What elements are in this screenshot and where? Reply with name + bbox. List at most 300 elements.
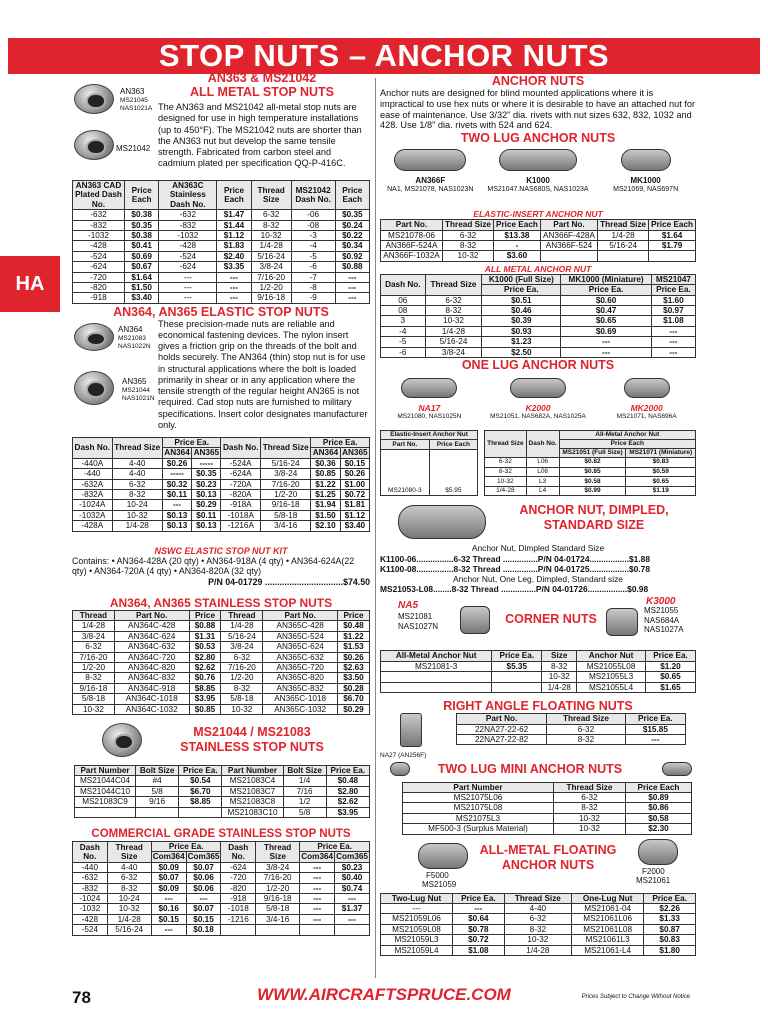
table-cell: MS21081-3 xyxy=(381,661,492,671)
mini-title: TWO LUG MINI ANCHOR NUTS xyxy=(437,761,623,776)
table-cell: AN366F-524A xyxy=(381,241,443,251)
table-cell: $1.79 xyxy=(649,241,696,251)
table-cell: -1032 xyxy=(73,904,108,914)
table-header-row xyxy=(73,181,370,210)
table-cell: $3.50 xyxy=(337,673,369,683)
table-row xyxy=(73,231,370,241)
col-header: Anchor Nut xyxy=(577,651,646,661)
rightangle-row xyxy=(380,713,696,760)
table-cell: $0.07 xyxy=(186,904,221,914)
col-header: Price Each xyxy=(217,181,251,210)
website-link[interactable]: WWW.AIRCRAFTSPRUCE.COM xyxy=(257,985,511,1004)
table-cell: $6.70 xyxy=(337,694,369,704)
table-cell: 8-32 xyxy=(547,734,626,744)
table-cell: $2.10 xyxy=(311,521,340,531)
table-cell: $0.69 xyxy=(125,251,159,261)
table-row xyxy=(73,631,370,641)
table-cell: $13.38 xyxy=(494,230,541,240)
table-cell: 1/4-28 xyxy=(504,945,571,955)
floating-header xyxy=(380,839,696,893)
table-cell: -832 xyxy=(73,883,108,893)
table-header-row xyxy=(381,431,478,440)
col-header: Price Ea. xyxy=(311,437,370,447)
an365-img-label: AN365 xyxy=(122,376,147,386)
table-row xyxy=(381,337,696,347)
an364-nut-image xyxy=(74,323,114,351)
table-cell: $0.86 xyxy=(625,803,691,813)
table-cell xyxy=(649,251,696,261)
table-cell: -918 xyxy=(221,894,256,904)
col-header: Thread xyxy=(73,610,115,620)
col-header: Thread Size xyxy=(547,714,626,724)
table-cell: --- xyxy=(335,894,370,904)
table-cell: 8-32 xyxy=(442,241,493,251)
col-header: All-Metal Anchor Nut xyxy=(381,651,492,661)
table-cell: 5/8-18 xyxy=(256,904,300,914)
table-row xyxy=(73,469,370,479)
table-cell: AN364C-428 xyxy=(114,621,189,631)
table-cell: L3 xyxy=(526,477,559,487)
table-cell: 6-32 xyxy=(485,458,527,468)
table-cell: AN365C-428 xyxy=(263,621,338,631)
table-row xyxy=(403,793,692,803)
table-cell: -06 xyxy=(291,210,335,220)
table-row xyxy=(381,316,696,326)
table-cell xyxy=(492,682,542,692)
table-cell: MS21055L3 xyxy=(577,672,646,682)
col-header: Com365 xyxy=(187,852,220,862)
table-cell: $2.80 xyxy=(326,786,369,796)
mk1000-sub: MS21069, NAS697N xyxy=(613,185,679,193)
table-cell: -524 xyxy=(159,251,217,261)
table-cell xyxy=(381,672,492,682)
col-header: Price Each xyxy=(125,181,159,210)
comm-title: COMMERCIAL GRADE STAINLESS STOP NUTS xyxy=(91,828,351,841)
mk2000-image xyxy=(624,378,670,398)
table-header-row xyxy=(381,893,696,903)
an363-section xyxy=(72,71,370,180)
table-cell: AN364C-832 xyxy=(114,673,189,683)
table-cell: -918 xyxy=(73,293,125,303)
right-column xyxy=(380,74,696,956)
col-header: Price Ea. xyxy=(561,285,652,295)
table-cell: -720 xyxy=(73,272,125,282)
kit-part-number: P/N 04-01729 ................................$74.50 xyxy=(208,577,370,588)
table-cell: 3 xyxy=(381,316,426,326)
table-cell: -820A xyxy=(221,489,261,499)
table-cell: -4 xyxy=(381,326,426,336)
ms21042-nut-image xyxy=(74,130,114,160)
table-header-row xyxy=(381,220,696,230)
table-cell: $1.44 xyxy=(217,220,251,230)
table-cell: 10-32 xyxy=(542,672,577,682)
table-cell: $0.83 xyxy=(626,458,696,468)
table-cell: AN364C-918 xyxy=(114,683,189,693)
table-header-row xyxy=(381,274,696,284)
table-cell: 3/8-24 xyxy=(221,642,263,652)
table-cell: $1.31 xyxy=(189,631,221,641)
table-cell: MS21061-04 xyxy=(572,904,644,914)
table-cell: 8-32 xyxy=(553,803,625,813)
page-banner: STOP NUTS – ANCHOR NUTS xyxy=(8,38,760,74)
table-row xyxy=(485,477,696,487)
section-tab: HA xyxy=(0,256,60,312)
table-cell: $3.95 xyxy=(189,694,221,704)
table-cell: $1.08 xyxy=(651,316,695,326)
table-cell: --- xyxy=(335,914,370,924)
table-cell: MS21061L06 xyxy=(572,914,644,924)
table-cell: $1.37 xyxy=(335,904,370,914)
mk1000-image xyxy=(621,149,671,171)
table-cell: --- xyxy=(335,272,369,282)
table-cell: --- xyxy=(335,283,369,293)
table-cell: $5.95 xyxy=(429,450,477,496)
table-cell: $0.64 xyxy=(453,914,505,924)
k1000-name: K1000 xyxy=(526,176,550,186)
table-cell: 5/8-18 xyxy=(261,510,311,520)
table-cell: -1024A xyxy=(73,500,113,510)
table-cell: -428 xyxy=(73,914,108,924)
table-cell: - xyxy=(494,241,541,251)
table-cell: -440 xyxy=(73,862,108,872)
table-cell: 08 xyxy=(381,306,426,316)
table-row xyxy=(381,347,696,357)
table-cell: 9/16-18 xyxy=(256,894,300,904)
table-header-row xyxy=(381,440,478,450)
table-cell: $0.13 xyxy=(162,510,191,520)
table-cell: $0.35 xyxy=(335,210,369,220)
table-cell: 9/16 xyxy=(136,797,179,807)
col-header: Price Each xyxy=(429,440,477,450)
table-cell: --- xyxy=(561,347,652,357)
table-cell: --- xyxy=(453,904,505,914)
table-cell: $0.88 xyxy=(189,621,221,631)
f2000-sub: MS21061 xyxy=(636,875,671,885)
table-cell: --- xyxy=(217,293,251,303)
table-cell: 6-32 xyxy=(553,793,625,803)
table-cell: $1.25 xyxy=(311,489,340,499)
table-cell: $1.53 xyxy=(337,642,369,652)
an366f-name: AN366F xyxy=(415,176,446,186)
table-cell: $0.15 xyxy=(340,458,369,468)
table-row xyxy=(381,295,696,305)
table-header-row xyxy=(75,765,370,775)
col-header: Thread Size xyxy=(425,274,482,295)
table-cell: $1.12 xyxy=(217,231,251,241)
table-cell: -1216A xyxy=(221,521,261,531)
table-cell: MS21083C7 xyxy=(222,786,283,796)
table-cell: -1216 xyxy=(221,914,256,924)
nas1021a-img-label: NAS1021A xyxy=(120,105,153,112)
table-cell: $15.85 xyxy=(625,724,685,734)
table-cell: 1/4-28 xyxy=(112,521,162,531)
table-row xyxy=(73,220,370,230)
table-cell: -632A xyxy=(73,479,113,489)
table-cell: $1.33 xyxy=(644,914,696,924)
col-header: Dash No. xyxy=(381,274,426,295)
table-cell: 10-24 xyxy=(112,500,162,510)
table-cell: $0.29 xyxy=(337,704,369,714)
table-cell: MS21055L08 xyxy=(577,661,646,671)
table-cell: $0.26 xyxy=(337,652,369,662)
table-cell: AN365C-632 xyxy=(263,652,338,662)
table-cell: 6-32 xyxy=(504,914,571,924)
table-row xyxy=(73,458,370,468)
rightangle-image-wrap xyxy=(380,713,450,760)
table-cell: AN364C-624 xyxy=(114,631,189,641)
table-cell: $1.08 xyxy=(453,945,505,955)
col-header: MS21071 (Miniature) xyxy=(626,449,696,458)
table-cell: $2.80 xyxy=(189,652,221,662)
table-cell: MS21083C4 xyxy=(222,776,283,786)
mk2000-name: MK2000 xyxy=(630,403,663,414)
mini-left-image xyxy=(390,762,410,776)
an364-description: These precision-made nuts are reliable and economical fastening devices. The nylon insert gives a friction grip on the threads of the bolt and holds securely. The AN364 (thin) stop nut is for use in structural applications where the bolt is loaded primarily in shear or in any application where the tensile strength of the regular height AN365 is not required. Cad stop nuts are furnished to military specifications. Insert color designates manufacturer only. xyxy=(158,318,368,430)
table-cell: $0.48 xyxy=(337,621,369,631)
col-header: Com365 xyxy=(336,852,368,862)
table-cell: AN364C-632 xyxy=(114,642,189,652)
table-cell: --- xyxy=(300,904,335,914)
table-cell: $0.87 xyxy=(644,924,696,934)
table-cell: 1/2 xyxy=(283,797,326,807)
table-cell: $0.59 xyxy=(626,467,696,477)
table-cell: $0.09 xyxy=(151,883,186,893)
table-row xyxy=(485,458,696,468)
table-cell: $3.95 xyxy=(326,807,369,817)
col-header: Part No. xyxy=(457,714,547,724)
col-header: Part No. xyxy=(540,220,597,230)
table-cell xyxy=(75,807,136,817)
col-header: Price Ea. xyxy=(644,893,696,903)
table-cell: 3/4-16 xyxy=(256,914,300,924)
f2000-name: F2000 xyxy=(642,866,665,876)
table-cell: $0.15 xyxy=(186,914,221,924)
ss-table xyxy=(72,610,370,715)
table-row xyxy=(381,924,696,934)
col-header: Price Ea. xyxy=(151,842,221,852)
table-cell: $0.65 xyxy=(626,477,696,487)
table-row xyxy=(73,262,370,272)
table-cell: $0.72 xyxy=(340,489,369,499)
table-row xyxy=(73,914,370,924)
col-header: One-Lug Nut xyxy=(572,893,644,903)
table-cell: 10-32 xyxy=(485,477,527,487)
an364-title: AN364, AN365 ELASTIC STOP NUTS xyxy=(113,304,329,319)
nas1022n-img-label: NAS1022N xyxy=(118,342,151,350)
table-row xyxy=(485,467,696,477)
table-cell: MS21059L4 xyxy=(381,945,453,955)
table-cell: -6 xyxy=(381,347,426,357)
table-cell: AN365C-720 xyxy=(263,662,338,672)
col-header: Price Ea. xyxy=(625,714,685,724)
table-cell: 6-32 xyxy=(425,295,482,305)
na5-image xyxy=(460,606,490,634)
col-header: Price Ea. xyxy=(179,765,222,775)
table-cell: AN365C-524 xyxy=(263,631,338,641)
col-header: AN365 xyxy=(193,448,220,458)
table-row xyxy=(73,862,370,872)
table-cell: MS21080-3 xyxy=(381,450,430,496)
na17-name: NA17 xyxy=(418,403,441,414)
table-row xyxy=(485,486,696,496)
col-header: Thread Size xyxy=(553,782,625,792)
table-cell xyxy=(540,251,597,261)
table-cell: MS21061L08 xyxy=(572,924,644,934)
table-cell: $0.28 xyxy=(337,683,369,693)
na5-name: NA5 xyxy=(398,600,419,612)
table-cell: $0.82 xyxy=(559,458,626,468)
col-header: AN363 CAD Plated Dash No. xyxy=(73,181,125,210)
table-row xyxy=(75,797,370,807)
table-cell: 3/8-24 xyxy=(425,347,482,357)
table-cell: AN365C-1032 xyxy=(263,704,338,714)
dimpled-line3: K1100-08................8-32 Thread ...............P/N 04-01725.................$0.78 xyxy=(380,563,650,574)
table-cell: 10-32 xyxy=(107,904,151,914)
table-cell: $0.85 xyxy=(311,469,340,479)
table-row xyxy=(403,803,692,813)
table-cell: 6-32 xyxy=(251,210,291,220)
table-cell: 1/4-28 xyxy=(251,241,291,251)
table-row xyxy=(381,230,696,240)
col-header: AN365 xyxy=(342,448,368,458)
table-cell: --- xyxy=(625,734,685,744)
table-cell: --- xyxy=(217,272,251,282)
table-cell: $1.00 xyxy=(340,479,369,489)
col-header: Price Ea. xyxy=(162,437,221,447)
table-cell: 5/16-24 xyxy=(261,458,311,468)
table-cell: $1.60 xyxy=(651,295,695,305)
table-cell: L08 xyxy=(526,467,559,477)
na17-item xyxy=(381,374,477,428)
table-cell: --- xyxy=(651,326,695,336)
table-row xyxy=(381,935,696,945)
table-cell: $0.58 xyxy=(625,813,691,823)
table-cell: $1.81 xyxy=(340,500,369,510)
table-cell: $3.40 xyxy=(125,293,159,303)
table-row xyxy=(381,241,696,251)
table-cell: MS21075L3 xyxy=(403,813,554,823)
table-cell: $1.64 xyxy=(125,272,159,282)
table-row xyxy=(73,925,370,935)
table-cell: -720 xyxy=(221,873,256,883)
table-cell: $0.72 xyxy=(453,935,505,945)
table-cell: $0.51 xyxy=(482,295,561,305)
table-cell: 3/8-24 xyxy=(251,262,291,272)
table-cell: 1/2-20 xyxy=(261,489,311,499)
table-cell: $3.40 xyxy=(340,521,369,531)
table-cell: $1.83 xyxy=(217,241,251,251)
dimpled-title: ANCHOR NUT, DIMPLED, xyxy=(519,503,669,518)
col-header: Thread Size xyxy=(598,220,649,230)
table-header-row xyxy=(403,782,692,792)
col-header: Com364 xyxy=(152,852,185,862)
table-cell: $0.67 xyxy=(125,262,159,272)
table-cell: 7/16-20 xyxy=(221,662,263,672)
k3000-image xyxy=(606,608,638,636)
table-cell: $2.63 xyxy=(337,662,369,672)
col-header: Dash No. xyxy=(73,842,108,863)
f5000-image xyxy=(418,843,468,869)
mk1000-item xyxy=(598,147,694,209)
table-cell: -832A xyxy=(73,489,113,499)
table-cell: -5 xyxy=(291,251,335,261)
col-header: Bolt Size xyxy=(283,765,326,775)
table-cell: MS21044C10 xyxy=(75,786,136,796)
table-cell: 8-32 xyxy=(485,467,527,477)
table-row xyxy=(381,945,696,955)
col-header: All-Metal Anchor Nut xyxy=(559,431,695,440)
table-row xyxy=(73,621,370,631)
table-cell: $6.70 xyxy=(179,786,222,796)
k2000-image xyxy=(510,378,566,398)
table-cell: 8-32 xyxy=(251,220,291,230)
col-header: Part Number xyxy=(403,782,554,792)
table-cell: -524A xyxy=(221,458,261,468)
table-cell: 10-32 xyxy=(504,935,571,945)
table-cell: --- xyxy=(651,337,695,347)
ms21044-table xyxy=(74,765,370,818)
table-row xyxy=(73,704,370,714)
table-row xyxy=(73,479,370,489)
table-cell: $0.39 xyxy=(482,316,561,326)
ms21044-title: MS21044 / MS21083 xyxy=(193,724,311,739)
table-cell xyxy=(381,682,492,692)
table-row xyxy=(73,272,370,282)
table-cell xyxy=(221,925,256,935)
dimpled-subtitle: STANDARD SIZE xyxy=(543,518,645,533)
table-row xyxy=(381,904,696,914)
table-cell: 3/8-24 xyxy=(256,862,300,872)
table-cell: 6-32 xyxy=(107,873,151,883)
table-cell: 5/16-24 xyxy=(425,337,482,347)
table-cell: -624 xyxy=(73,262,125,272)
table-cell: -624 xyxy=(159,262,217,272)
col-header: Size xyxy=(542,651,577,661)
table-cell: $1.23 xyxy=(482,337,561,347)
table-cell: --- xyxy=(651,347,695,357)
col-header: AN363C Stainless Dash No. xyxy=(159,181,217,210)
table-cell: 1/2-20 xyxy=(73,662,115,672)
rightangle-image-label: NA27 (AN256F) xyxy=(380,752,427,760)
table-cell: 1/2-20 xyxy=(221,673,263,683)
ms21044-nut-image xyxy=(102,723,142,757)
col-header: Price Each xyxy=(335,181,369,210)
table-cell: -4 xyxy=(291,241,335,251)
table-cell: -6 xyxy=(291,262,335,272)
table-cell: -7 xyxy=(291,272,335,282)
col-header: Part No. xyxy=(381,220,443,230)
table-cell: 4-40 xyxy=(112,469,162,479)
table-cell: $0.48 xyxy=(326,776,369,786)
table-cell: 10-32 xyxy=(112,510,162,520)
table-cell: --- xyxy=(162,500,191,510)
table-cell: --- xyxy=(151,894,186,904)
ss-title: AN364, AN365 STAINLESS STOP NUTS xyxy=(109,595,333,610)
col-header: Price Each xyxy=(494,220,541,230)
onelug-tables xyxy=(380,430,696,496)
corner-title: CORNER NUTS xyxy=(505,612,597,627)
table-cell: 1/4 xyxy=(283,776,326,786)
k2000-name: K2000 xyxy=(525,403,551,414)
table-row xyxy=(381,306,696,316)
table-cell: $1.64 xyxy=(649,230,696,240)
table-cell: ----- xyxy=(192,458,221,468)
table-cell: 9/16-18 xyxy=(251,293,291,303)
table-cell: $0.07 xyxy=(151,873,186,883)
price-note: Prices Subject to Change Without Notice xyxy=(581,994,690,1000)
table-cell: 5/16-24 xyxy=(107,925,151,935)
table-cell: 1/4-28 xyxy=(221,621,263,631)
